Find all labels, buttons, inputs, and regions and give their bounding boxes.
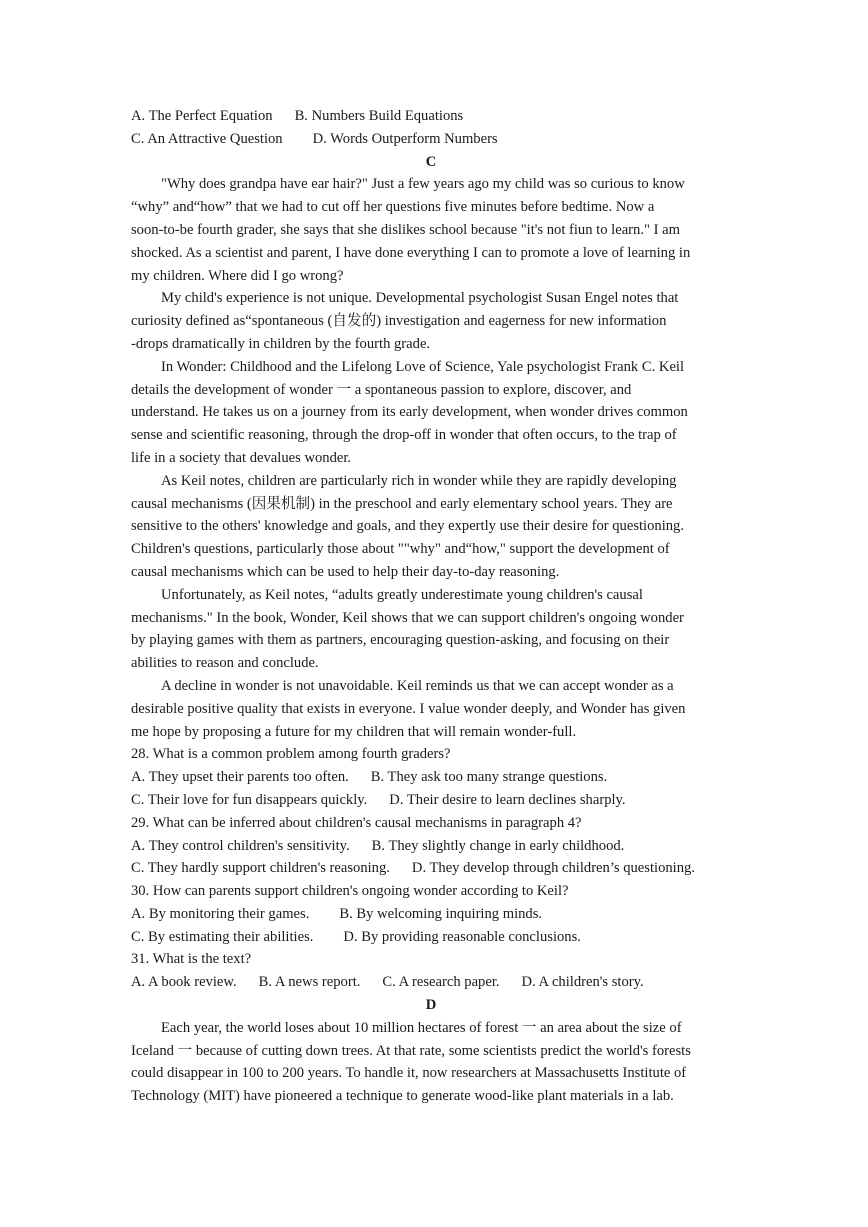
section-c-paragraph-1 [131, 173, 731, 287]
section-c-paragraph-4 [131, 470, 731, 584]
section-d-paragraph-1 [131, 1017, 731, 1108]
option-b: B. By welcoming inquiring minds. [339, 905, 543, 922]
section-c-paragraph-6 [131, 675, 731, 743]
text-line: Each year, the world loses about 10 million hectares of forest 一 an area about the size of [161, 1019, 682, 1036]
question-30 [131, 880, 731, 948]
text-line: by playing games with them as partners, encouraging question-asking, and focusing on their [131, 632, 670, 649]
exam-page [131, 105, 731, 1108]
text-line: Children's questions, particularly those about ""why" and“how," support the development of [131, 541, 670, 558]
question-stem: 29. What can be inferred about children's causal mechanisms in paragraph 4? [131, 814, 582, 831]
text-line: understand. He takes us on a journey from its early development, when wonder drives common [131, 404, 688, 421]
section-c-paragraph-3 [131, 356, 731, 470]
option-c: C. A research paper. [382, 974, 500, 991]
options-row [131, 971, 731, 994]
section-c-heading: C [425, 153, 437, 170]
text-line: details the development of wonder 一 a spontaneous passion to explore, discover, and [131, 381, 632, 398]
text-line: My child's experience is not unique. Developmental psychologist Susan Engel notes that [161, 290, 679, 307]
text-line: "Why does grandpa have ear hair?" Just a few years ago my child was so curious to know [161, 176, 685, 193]
prev-options-row-2 [131, 128, 731, 151]
options-row [131, 926, 731, 949]
text-line: “why” and“how” that we had to cut off her questions five minutes before bedtime. Now a [131, 199, 655, 216]
question-31 [131, 948, 731, 994]
text-line: Iceland 一 because of cutting down trees. At that rate, some scientists predict the world's forests [131, 1042, 691, 1059]
option-a: A. By monitoring their games. [131, 905, 310, 922]
option-d: D. By providing reasonable conclusions. [343, 928, 581, 945]
text-line: could disappear in 100 to 200 years. To handle it, now researchers at Massachusetts Institute of [131, 1065, 687, 1082]
text-line: causal mechanisms (因果机制) in the preschool and early elementary school years. They are [131, 495, 673, 512]
question-28 [131, 743, 731, 811]
options-row [131, 835, 731, 858]
option-c: C. By estimating their abilities. [131, 928, 314, 945]
text-line: In Wonder: Childhood and the Lifelong Love of Science, Yale psychologist Frank C. Keil [161, 358, 685, 375]
option-b: B. A news report. [258, 974, 361, 991]
prev-options-row-1 [131, 105, 731, 128]
option-d: D. They develop through children’s questioning. [411, 860, 695, 877]
question-stem: 31. What is the text? [131, 951, 252, 968]
section-c-paragraph-2 [131, 287, 731, 355]
text-line: -drops dramatically in children by the fourth grade. [131, 335, 431, 352]
option-c: C. They hardly support children's reasoning. [131, 860, 390, 877]
prev-option-b: B. Numbers Build Equations [294, 108, 464, 124]
options-row [131, 903, 731, 926]
option-a: A. They upset their parents too often. [131, 769, 349, 786]
text-line: my children. Where did I go wrong? [131, 267, 344, 284]
text-line: Unfortunately, as Keil notes, “adults greatly underestimate young children's causal [161, 586, 643, 603]
option-d: D. A children's story. [521, 974, 644, 991]
text-line: abilities to reason and conclude. [131, 655, 319, 672]
option-a: A. They control children's sensitivity. [131, 837, 350, 854]
prev-option-d: D. Words Outperform Numbers [312, 130, 498, 147]
prev-option-c: C. An Attractive Question [131, 130, 283, 147]
options-row [131, 789, 731, 812]
option-a: A. A book review. [131, 974, 237, 991]
text-line: sensitive to the others' knowledge and goals, and they expertly use their desire for questioning. [131, 518, 685, 535]
text-line: desirable positive quality that exists in everyone. I value wonder deeply, and Wonder has given [131, 700, 686, 717]
text-line: shocked. As a scientist and parent, I have done everything I can to promote a love of learning in [131, 244, 691, 261]
option-d: D. Their desire to learn declines sharply. [389, 791, 626, 808]
options-row [131, 857, 731, 880]
option-b: B. They slightly change in early childhood. [371, 837, 625, 854]
option-c: C. Their love for fun disappears quickly. [131, 791, 368, 808]
text-line: sense and scientific reasoning, through the drop-off in wonder that often occurs, to the trap of [131, 427, 677, 444]
text-line: curiosity defined as“spontaneous (自发的) investigation and eagerness for new information [131, 313, 667, 330]
text-line: A decline in wonder is not unavoidable. Keil reminds us that we can accept wonder as a [161, 677, 674, 694]
option-b: B. They ask too many strange questions. [370, 769, 608, 786]
question-stem: 28. What is a common problem among fourth graders? [131, 746, 451, 763]
question-29 [131, 812, 731, 880]
question-stem: 30. How can parents support children's ongoing wonder according to Keil? [131, 883, 569, 900]
text-line: causal mechanisms which can be used to help their day-to-day reasoning. [131, 563, 560, 580]
text-line: me hope by proposing a future for my children that will remain wonder-full. [131, 723, 577, 740]
section-d-heading: D [425, 997, 437, 1014]
options-row [131, 766, 731, 789]
section-c-paragraph-5 [131, 584, 731, 675]
text-line: soon-to-be fourth grader, she says that she dislikes school because "it's not fiun to learn." I am [131, 221, 680, 238]
text-line: mechanisms." In the book, Wonder, Keil shows that we can support children's ongoing wonder [131, 609, 684, 626]
text-line: life in a society that devalues wonder. [131, 449, 352, 466]
prev-option-a: A. The Perfect Equation [131, 108, 273, 124]
text-line: Technology (MIT) have pioneered a technique to generate wood-like plant materials in a lab. [131, 1088, 674, 1105]
text-line: As Keil notes, children are particularly rich in wonder while they are rapidly developing [161, 472, 677, 489]
